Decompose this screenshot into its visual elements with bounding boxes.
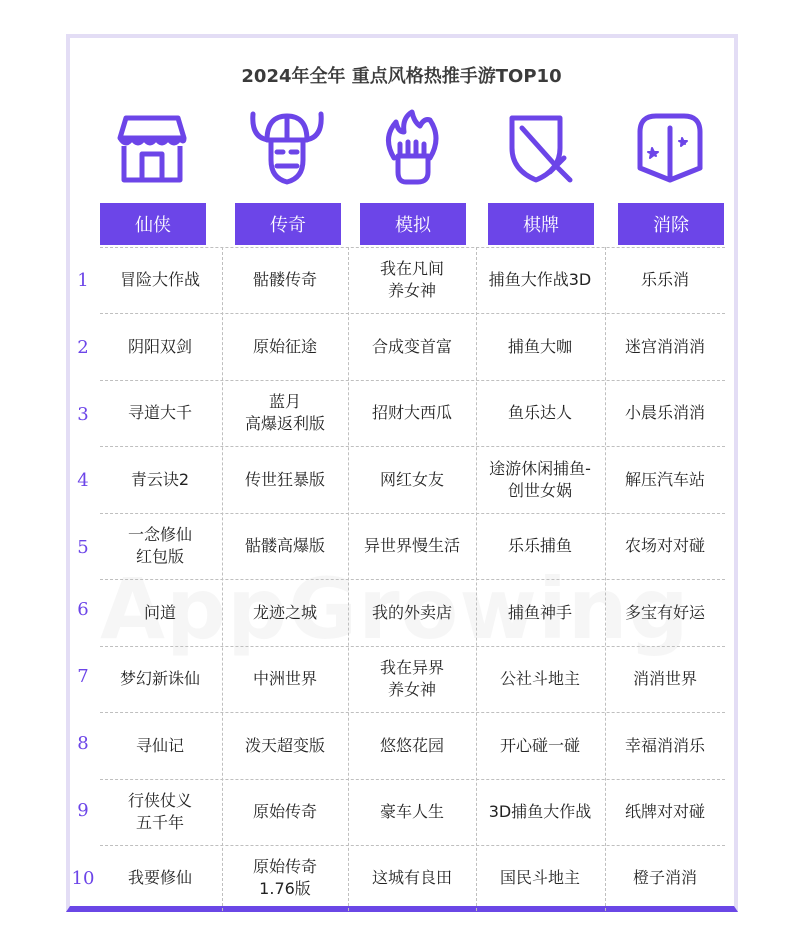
game-cell: 乐乐消 <box>640 270 689 289</box>
game-cell: 悠悠花园 <box>379 735 444 755</box>
game-cell: 我在异界 养女神 <box>379 658 444 699</box>
game-cell: 传世狂暴版 <box>244 469 325 489</box>
game-cell: 捕鱼大作战3D <box>488 270 592 289</box>
raised-fist-icon <box>372 108 452 188</box>
game-cell: 原始传奇 1.76版 <box>252 857 317 898</box>
game-cell: 农场对对碰 <box>624 536 705 555</box>
category-header-chuanqi: 传奇 <box>235 203 341 245</box>
game-cell: 招财大西瓜 <box>371 403 452 422</box>
shield-sword-icon <box>500 108 580 188</box>
game-cell: 阴阳双剑 <box>127 336 192 356</box>
game-cell: 原始传奇 <box>252 802 317 821</box>
game-cell: 我在凡间 养女神 <box>379 259 444 300</box>
rank-number: 7 <box>77 666 89 687</box>
game-cell: 我的外卖店 <box>371 602 452 622</box>
game-cell: 原始征途 <box>252 336 317 356</box>
game-cell: 公社斗地主 <box>499 669 580 688</box>
rank-number: 9 <box>77 800 89 821</box>
game-cell: 开心碰一碰 <box>499 735 580 755</box>
magic-book-icon <box>630 108 710 188</box>
rank-number: 2 <box>77 337 89 358</box>
rank-number: 3 <box>77 404 89 425</box>
game-cell: 迷宫消消消 <box>624 336 705 356</box>
game-cell: 乐乐捕鱼 <box>507 536 572 555</box>
game-cell: 一念修仙 红包版 <box>127 525 192 566</box>
game-cell: 小晨乐消消 <box>624 403 705 422</box>
page-title: 2024年全年 重点风格热推手游TOP10 <box>241 66 562 87</box>
viking-helmet-icon <box>247 108 327 188</box>
storefront-icon <box>112 108 192 188</box>
game-cell: 国民斗地主 <box>499 868 580 887</box>
game-cell: 青云诀2 <box>130 469 190 489</box>
rank-number: 1 <box>77 270 89 291</box>
game-cell: 途游休闲捕鱼- 创世女娲 <box>489 458 591 500</box>
category-header-moni: 模拟 <box>360 203 466 245</box>
game-cell: 我要修仙 <box>127 868 192 887</box>
game-cell: 中洲世界 <box>252 669 317 688</box>
game-cell: 行侠仗义 五千年 <box>127 791 192 832</box>
game-cell: 问道 <box>143 602 176 622</box>
game-cell: 蓝月 高爆返利版 <box>244 392 325 433</box>
game-cell: 冒险大作战 <box>119 270 200 289</box>
game-cell: 泼天超变版 <box>244 735 325 755</box>
rank-number: 8 <box>77 733 89 754</box>
category-header-xiaochu: 消除 <box>618 203 724 245</box>
game-cell: 这城有良田 <box>371 868 452 887</box>
game-cell: 解压汽车站 <box>624 469 705 489</box>
rank-number: 4 <box>77 470 89 491</box>
game-cell: 网红女友 <box>379 469 444 489</box>
game-cell: 多宝有好运 <box>624 602 705 622</box>
game-cell: 消消世界 <box>632 669 697 688</box>
game-cell: 豪车人生 <box>379 802 444 821</box>
rank-number: 10 <box>71 868 95 889</box>
rank-number: 6 <box>77 599 89 620</box>
game-cell: 合成变首富 <box>371 336 452 356</box>
game-cell: 骷髅高爆版 <box>244 536 325 555</box>
game-cell: 纸牌对对碰 <box>624 802 705 821</box>
game-cell: 幸福消消乐 <box>624 735 705 755</box>
game-cell: 寻道大千 <box>127 403 192 422</box>
game-cell: 龙迹之城 <box>252 602 317 622</box>
game-cell: 异世界慢生活 <box>363 536 460 555</box>
game-cell: 寻仙记 <box>135 735 184 755</box>
category-header-xianxia: 仙侠 <box>100 203 206 245</box>
game-cell: 捕鱼神手 <box>507 602 572 622</box>
game-cell: 捕鱼大咖 <box>507 336 572 356</box>
game-cell: 橙子消消 <box>632 868 697 887</box>
game-cell: 骷髅传奇 <box>252 270 317 289</box>
game-cell: 3D捕鱼大作战 <box>488 802 592 821</box>
game-cell: 鱼乐达人 <box>507 403 572 422</box>
game-cell: 梦幻新诛仙 <box>119 669 200 688</box>
category-header-qipai: 棋牌 <box>488 203 594 245</box>
rank-number: 5 <box>77 537 89 558</box>
